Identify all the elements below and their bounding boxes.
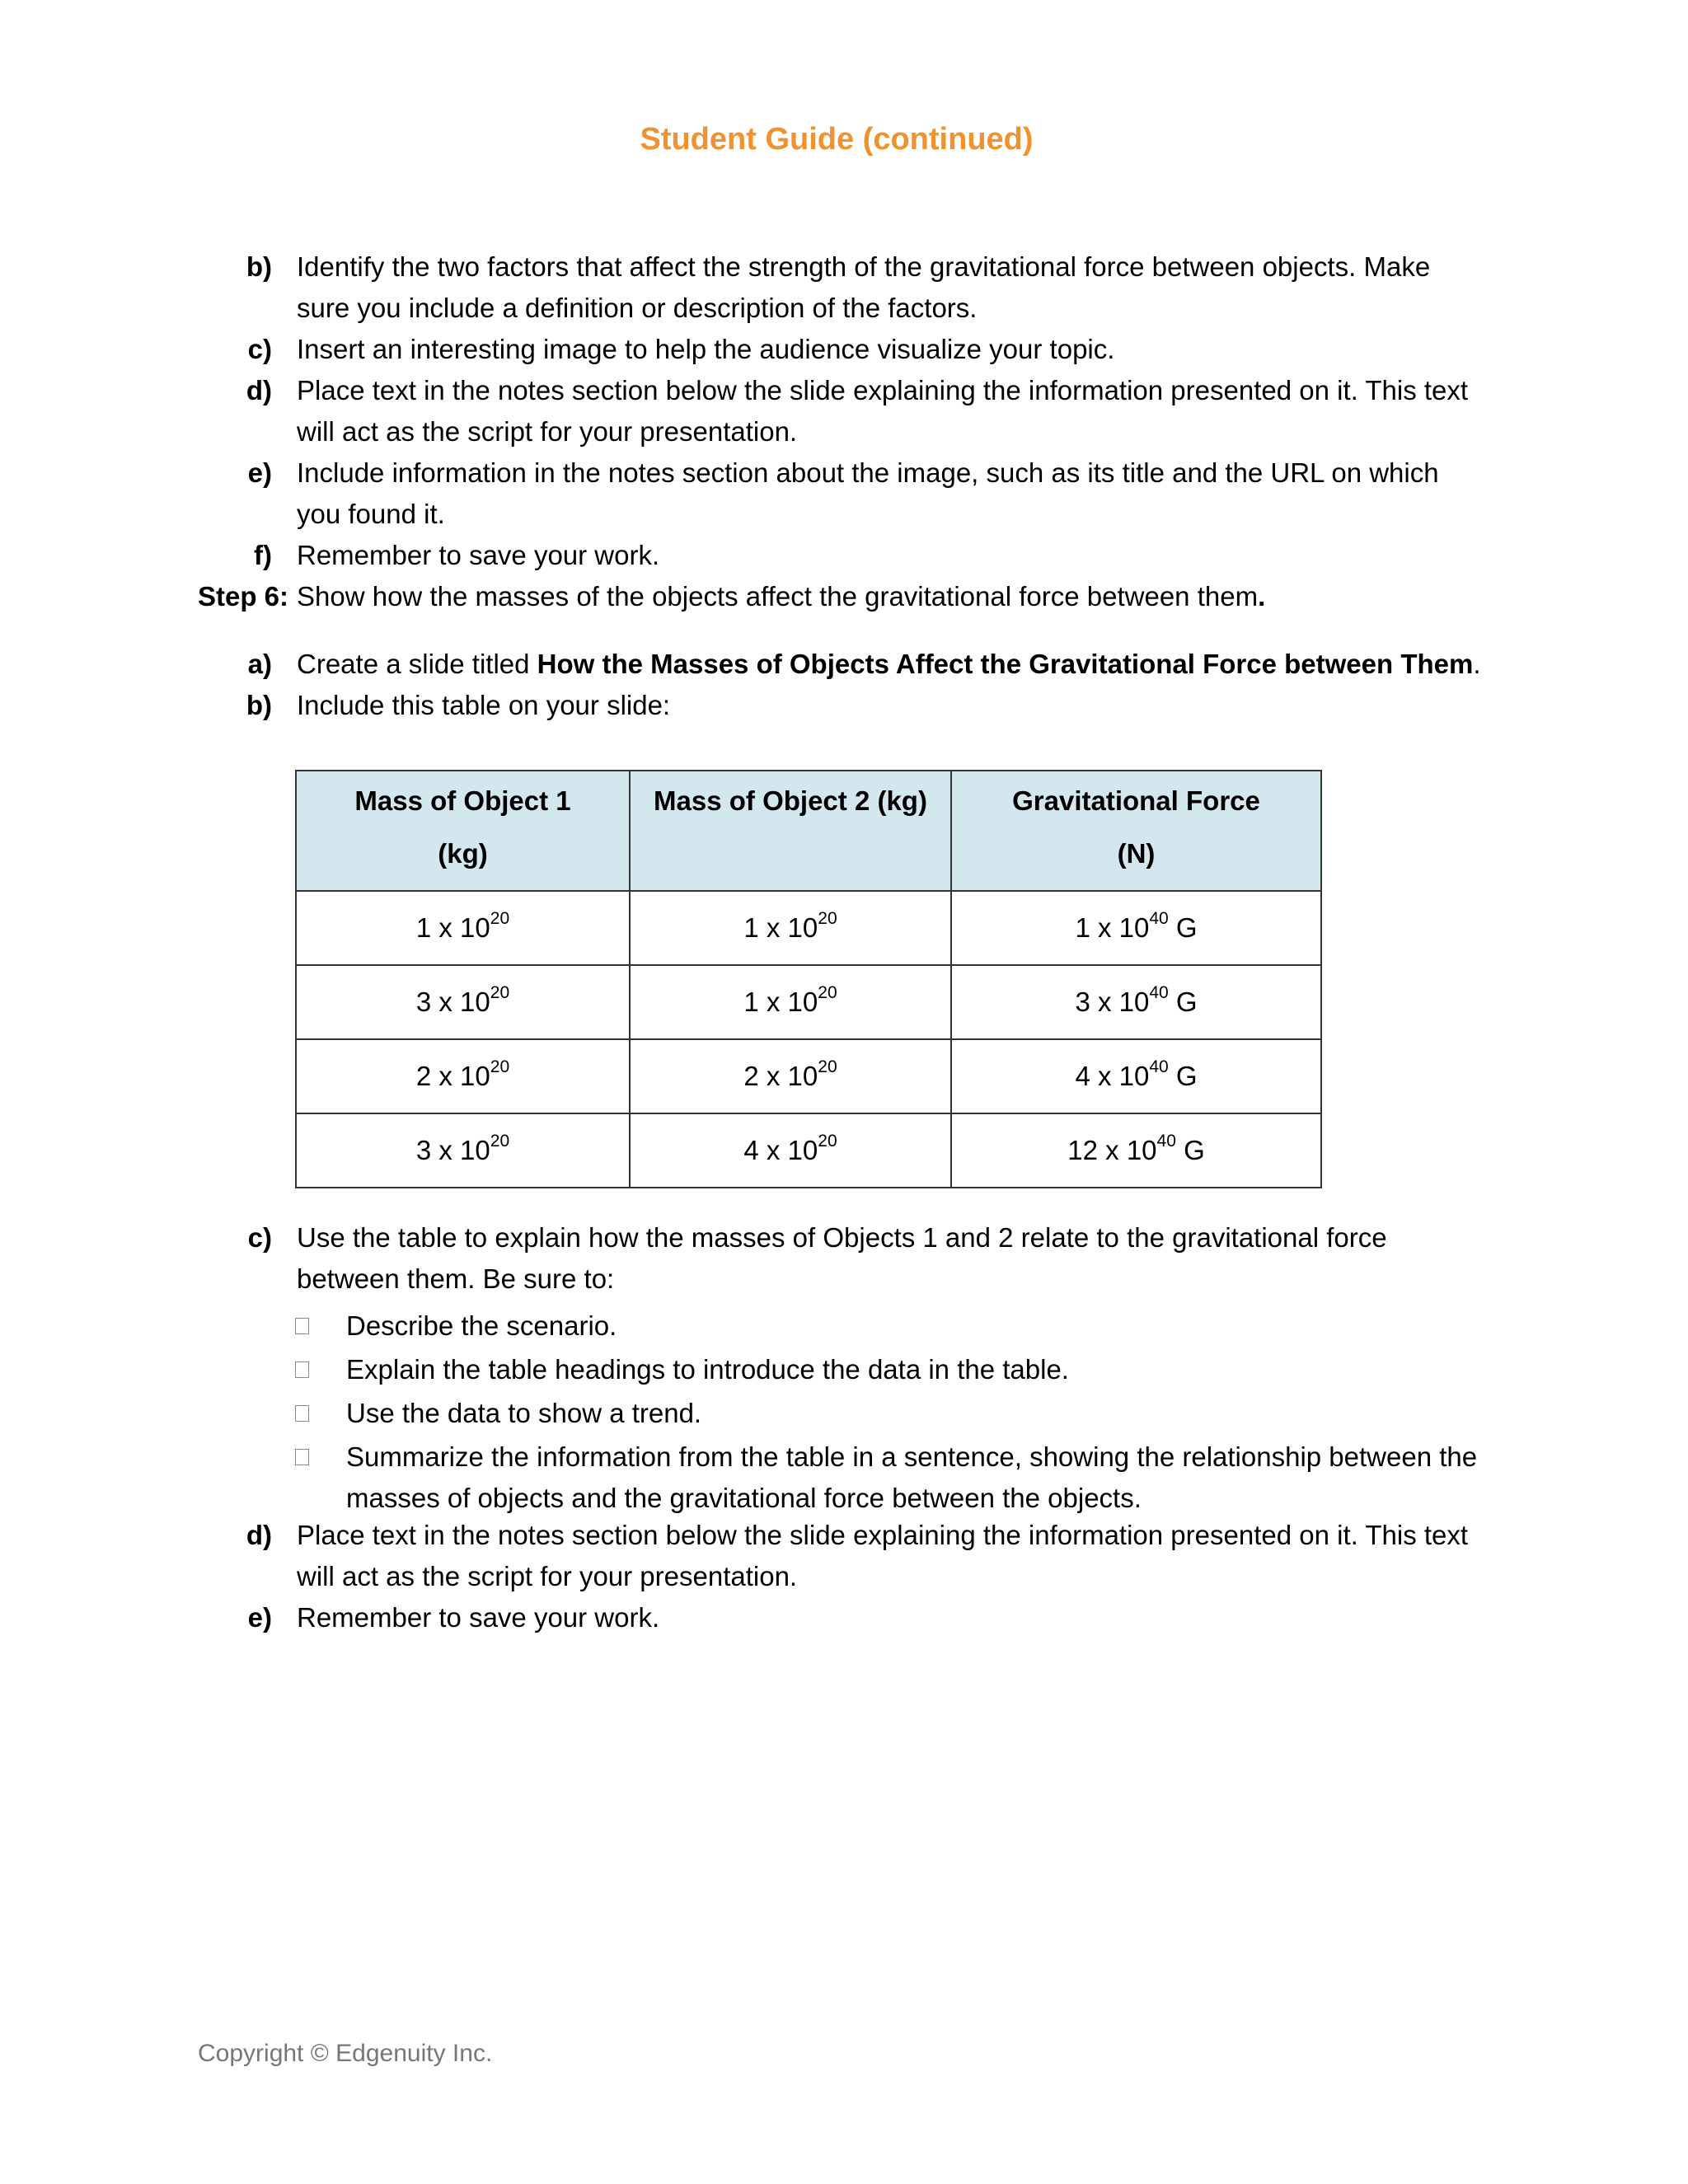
table-row <box>296 891 1321 965</box>
list-item: c) Use the table to explain how the masses of Objects 1 and 2 relate to the gravitational force between them. Be sure to: <box>247 1222 1387 1294</box>
list-item: c) Insert an interesting image to help the audience visualize your topic. <box>247 334 1115 364</box>
table-row <box>296 1039 1321 1113</box>
table-header: Mass of Object 2 (kg) <box>630 771 951 891</box>
table-cell: 4 x $10^{40}$ G <box>951 1039 1321 1113</box>
mass-force-table <box>295 770 1322 1188</box>
list-item: e) Remember to save your work. <box>247 1602 660 1633</box>
table-cell: 3 x $10^{20}$ <box>296 1113 630 1188</box>
list-item: d) Place text in the notes section below the slide explaining the information presented on it. This text will act as the script for your presentation. <box>246 1520 1469 1591</box>
list-item: Use the data to show a trend. <box>0 1393 1484 1434</box>
bullet-box-icon <box>295 1449 309 1465</box>
table-cell: 3 x $10^{20}$ <box>296 965 630 1039</box>
table-cell: 12 x $10^{40}$ G <box>951 1113 1321 1188</box>
step6-ab <box>0 644 1688 726</box>
list-item: Summarize the information from the table in a sentence, showing the relationship between the masses of objects and the gravitational force between the objects. <box>0 1436 1484 1519</box>
table-cell: 1 x $10^{20}$ <box>296 891 630 965</box>
list-item: f) Remember to save your work. <box>254 540 660 570</box>
list-item: b) Identify the two factors that affect the strength of the gravitational force between objects. Make sure you include a definition or description of the factors. <box>246 251 1431 323</box>
list-item: b) Include this table on your slide: <box>246 690 671 720</box>
step5-list <box>0 246 1688 617</box>
bullet-box-icon <box>295 1361 309 1378</box>
list-item: d) Place text in the notes section below the slide explaining the information presented on it. This text will act as the script for your presentation. <box>246 375 1469 447</box>
bullet-list <box>0 1305 1688 1519</box>
table-cell: 1 x $10^{20}$ <box>630 891 951 965</box>
list-item: e) Include information in the notes section about the image, such as its title and the URL on which you found it. <box>247 457 1439 529</box>
step-6-heading: Step 6: Show how the masses of the objects affect the gravitational force between them. <box>198 581 1266 612</box>
table-cell: 1 x $10^{40}$ G <box>951 891 1321 965</box>
list-item: a) Create a slide titled How the Masses of Objects Affect the Gravitational Force between Them. <box>247 649 1481 679</box>
step6-de <box>0 1515 1688 1638</box>
table-cell: 3 x $10^{40}$ G <box>951 965 1321 1039</box>
bullet-box-icon <box>295 1405 309 1422</box>
table-cell: 2 x $10^{20}$ <box>630 1039 951 1113</box>
page-title: Student Guide (continued) <box>640 122 1034 157</box>
table-cell: 4 x $10^{20}$ <box>630 1113 951 1188</box>
table-row <box>296 1113 1321 1188</box>
bullet-box-icon <box>295 1318 309 1334</box>
table-header: Gravitational Force (N) <box>951 771 1321 891</box>
list-item: Describe the scenario. <box>0 1305 1484 1347</box>
table-cell: 1 x $10^{20}$ <box>630 965 951 1039</box>
step6-c <box>0 1217 1688 1300</box>
list-item: Explain the table headings to introduce the data in the table. <box>0 1349 1484 1390</box>
table-row <box>296 965 1321 1039</box>
table-header: Mass of Object 1 (kg) <box>296 771 630 891</box>
copyright-footer: Copyright © Edgenuity Inc. <box>198 2040 493 2067</box>
table-cell: 2 x $10^{20}$ <box>296 1039 630 1113</box>
